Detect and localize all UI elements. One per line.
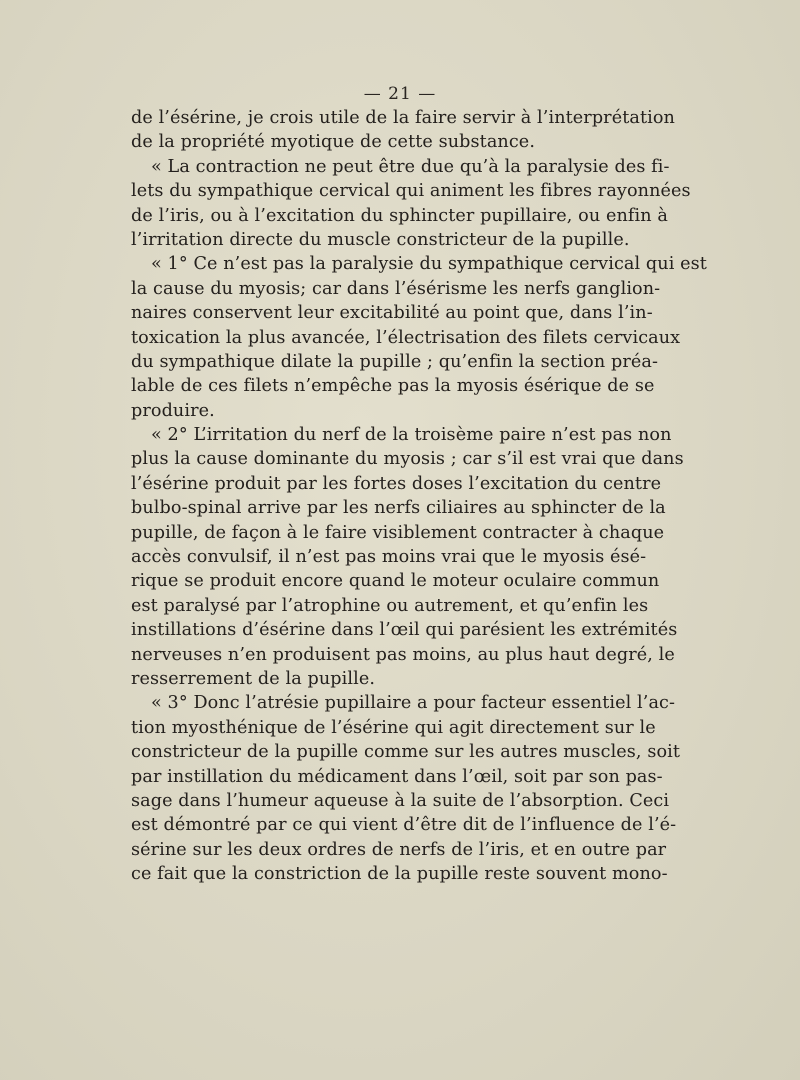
text-line: nerveuses n’en produisent pas moins, au plus haut degré, le [131, 644, 675, 665]
text-line: constricteur de la pupille comme sur les autres muscles, soit [131, 742, 681, 763]
text-line: est paralysé par l’atrophine ou autrement, et qu’enfin les [131, 595, 649, 616]
text-line: plus la cause dominante du myosis ; car s’il est vrai que dans [131, 449, 684, 470]
text-line: lable de ces filets n’empêche pas la myosis ésérique de se [131, 376, 655, 397]
text-line: « 3° Donc l’atrésie pupillaire a pour facteur essentiel l’ac- [151, 693, 676, 714]
text-line: l’ésérine produit par les fortes doses l’excitation du centre [131, 473, 662, 494]
text-line: « 1° Ce n’est pas la paralysie du sympathique cervical qui est [151, 254, 707, 275]
text-line: lets du sympathique cervical qui animent les fibres rayonnées [131, 181, 691, 202]
text-line: instillations d’ésérine dans l’œil qui parésient les extrémités [131, 620, 678, 641]
text-line: sérine sur les deux ordres de nerfs de l’iris, et en outre par [131, 839, 667, 860]
text-line: « La contraction ne peut être due qu’à la paralysie des fi- [151, 156, 670, 177]
text-line: produire. [131, 400, 215, 421]
text-line: de l’ésérine, je crois utile de la faire servir à l’interprétation [131, 108, 675, 128]
text-line: bulbo-spinal arrive par les nerfs ciliaires au sphincter de la [131, 498, 666, 519]
text-line: tion myosthénique de l’ésérine qui agit directement sur le [131, 717, 656, 738]
text-line: la cause du myosis; car dans l’ésérisme les nerfs ganglion- [131, 278, 661, 299]
text-line: du sympathique dilate la pupille ; qu’enfin la section préa- [131, 351, 658, 372]
text-line: ce fait que la constriction de la pupille reste souvent mono- [131, 864, 668, 885]
text-line: de la propriété myotique de cette substance. [131, 132, 536, 153]
text-line: « 2° L’irritation du nerf de la troisème paire n’est pas non [151, 425, 672, 446]
text-line: l’irritation directe du muscle constricteur de la pupille. [131, 229, 630, 250]
text-line: accès convulsif, il n’est pas moins vrai que le myosis ésé- [131, 547, 647, 568]
page-number: — 21 — [363, 84, 437, 104]
text-line: pupille, de façon à le faire visiblement contracter à chaque [131, 522, 665, 543]
text-line: naires conservent leur excitabilité au point que, dans l’in- [131, 303, 653, 324]
text-line: sage dans l’humeur aqueuse à la suite de l’absorption. Ceci [131, 790, 670, 811]
text-line: resserrement de la pupille. [131, 668, 376, 689]
text-line: par instillation du médicament dans l’œil, soit par son pas- [131, 766, 663, 787]
text-line: rique se produit encore quand le moteur oculaire commun [131, 571, 660, 592]
body-text [131, 106, 707, 887]
text-line: est démontré par ce qui vient d’être dit de l’influence de l’é- [131, 815, 677, 836]
text-line: de l’iris, ou à l’excitation du sphincter pupillaire, ou enfin à [131, 205, 668, 226]
text-line: toxication la plus avancée, l’électrisation des filets cervicaux [131, 327, 681, 348]
